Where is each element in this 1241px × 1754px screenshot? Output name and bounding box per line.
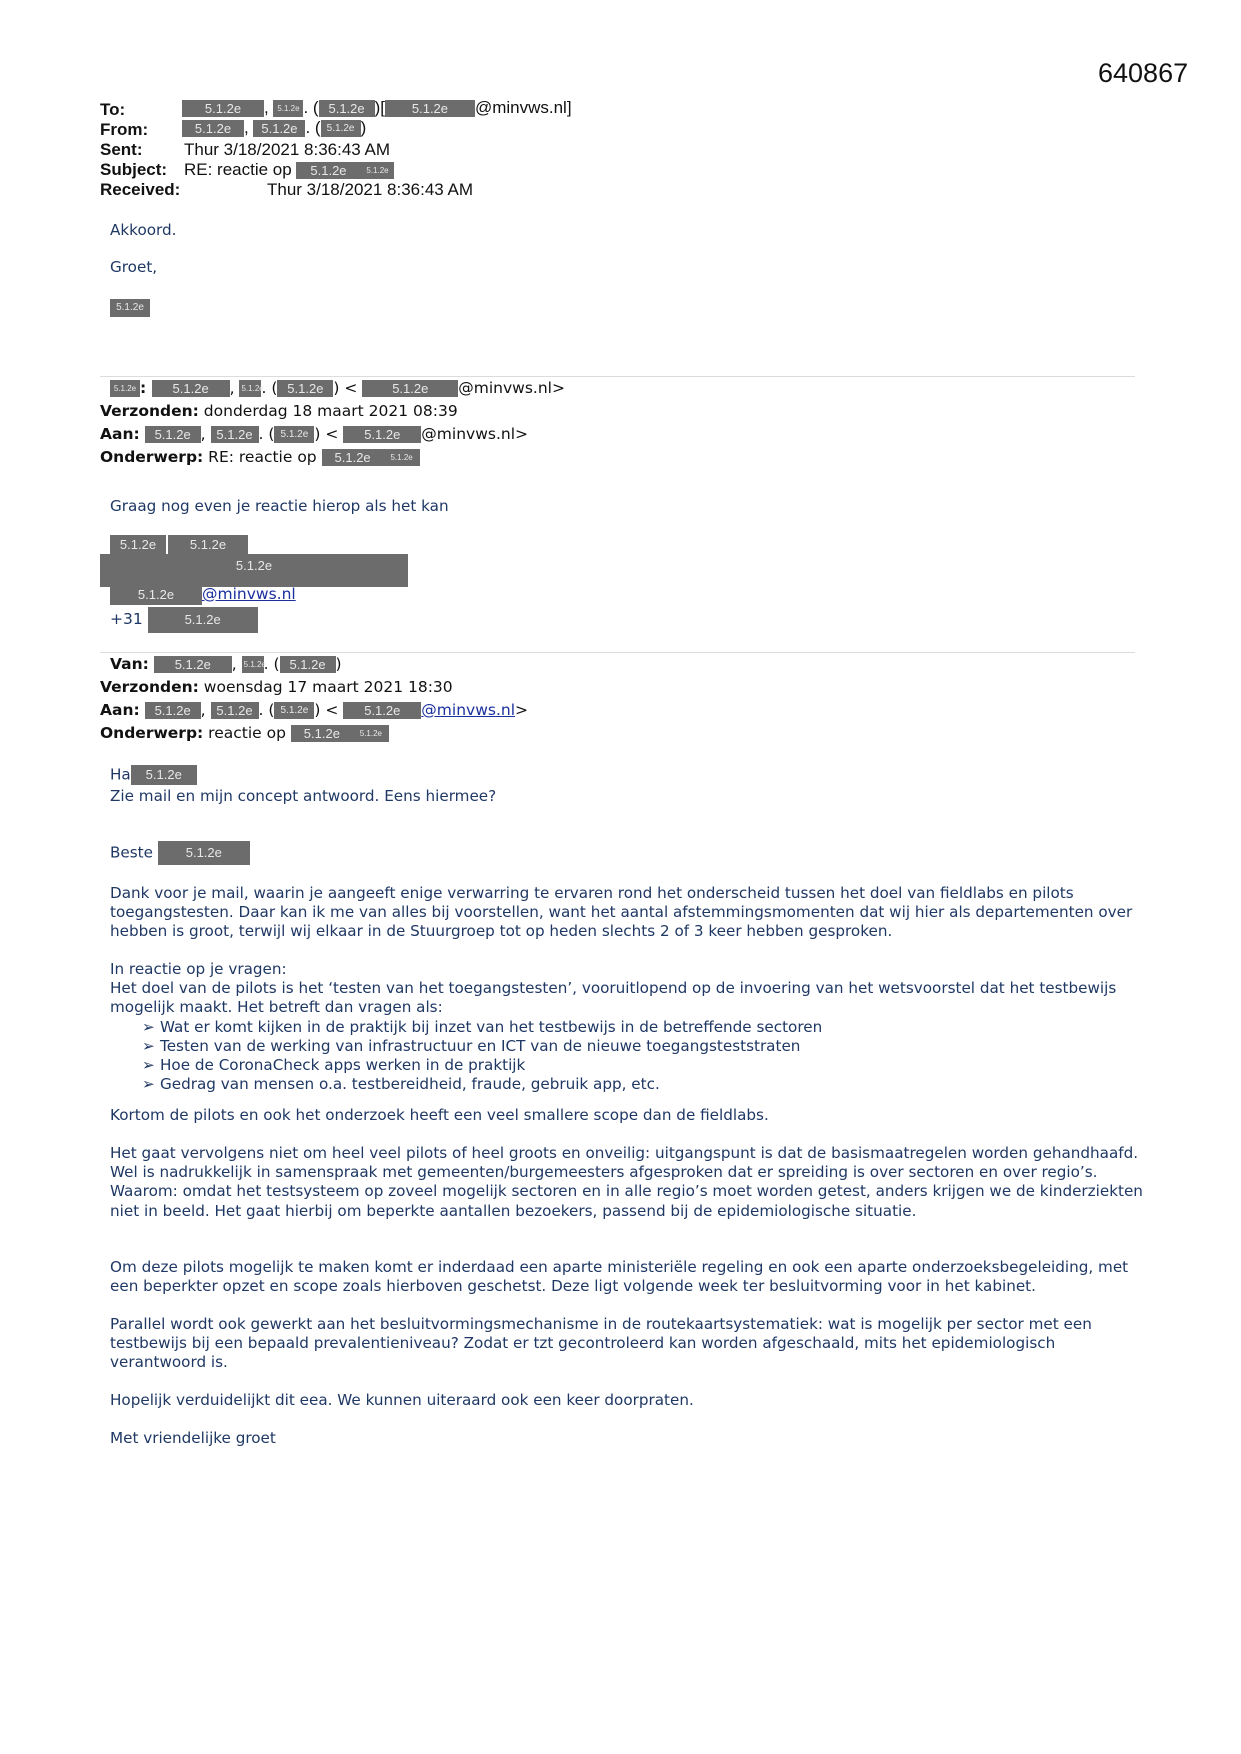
- redaction-block: 5.1.2e: [343, 702, 421, 719]
- question-list: [110, 1018, 1155, 1095]
- reply-line-1: Akkoord.: [110, 221, 177, 239]
- msg3-beste-row: [110, 841, 250, 865]
- msg2-subject-label: Onderwerp:: [100, 448, 204, 466]
- redaction-block: 5.1.2e: [353, 725, 389, 742]
- sig-phone-row: [110, 606, 258, 633]
- list-item: ➢ Testen van de werking van infrastructuur en ICT van de nieuwe toegangsteststraten: [142, 1036, 801, 1055]
- msg2-subject-prefix: RE: reactie op: [208, 448, 317, 466]
- redaction-block: 5.1.2e: [277, 380, 333, 397]
- redaction-block: 5.1.2e: [322, 449, 384, 466]
- msg3-sent-label: Verzonden:: [100, 678, 199, 696]
- subject-prefix: RE: reactie op: [184, 160, 292, 179]
- redaction-block: 5.1.2e: [182, 120, 244, 137]
- arrow-bullet-icon: ➢: [142, 1075, 155, 1094]
- reply-signature: [110, 297, 150, 317]
- msg3-to-row: Aan: 5.1.2e , 5.1.2e . ( 5.1.2e ) < 5.1.2e @minvws.nl>: [100, 701, 529, 719]
- redaction-block: 5.1.2e: [110, 585, 202, 605]
- redaction-block: 5.1.2e: [145, 702, 201, 719]
- msg3-sent-value: woensdag 17 maart 2021 18:30: [203, 678, 453, 696]
- msg3-to-end: >: [515, 701, 529, 719]
- redaction-block: 5.1.2e: [321, 120, 361, 137]
- arrow-bullet-icon: ➢: [142, 1036, 155, 1055]
- paragraph-5: Om deze pilots mogelijk te maken komt er inderdaad een aparte ministeriële regeling en ook een aparte onderzoeksbegeleiding, met een beperkter opzet en scope zoals hierboven geschetst. Deze ligt volgende week ter besluitvorming voor in het kabinet.: [110, 1258, 1129, 1296]
- msg2-sent-label: Verzonden:: [100, 402, 199, 420]
- header-received-row: [100, 180, 473, 200]
- redaction-block: 5.1.2e: [148, 607, 258, 633]
- redaction-block: 5.1.2e: [110, 299, 150, 317]
- redaction-block: 5.1.2e: [343, 426, 421, 443]
- sig-redaction: [110, 534, 166, 554]
- msg2-to-label: Aan:: [100, 425, 140, 443]
- sent-label: Sent:: [100, 140, 143, 159]
- redaction-block: 5.1.2e: [110, 380, 140, 397]
- to-label: To:: [100, 100, 126, 119]
- redaction-block: 5.1.2e: [360, 162, 394, 179]
- msg2-to-row: Aan: 5.1.2e , 5.1.2e . ( 5.1.2e ) < 5.1.2e @minvws.nl>: [100, 425, 528, 443]
- paragraph-4: Het gaat vervolgens niet om heel veel pilots of heel groots en onveilig: uitgangspunt is dat de basismaatregelen worden gehandhaafd. Wel is nadrukkelijk in samenspraak met gemeenten/burgemeesters afgesproken dat er spreiding is over sectoren en over regio’s. Waarom: omdat het testsysteem op zoveel mogelijk sectoren en in alle regio’s moet worden getest, anders krijgen we de kinderziekten niet in beeld. Het gaat hierbij om beperkte aantallen bezoekers, passend bij de epidemiologische situatie.: [110, 1144, 1143, 1220]
- redaction-block: 5.1.2e: [152, 380, 230, 397]
- redaction-block: 5.1.2e: [274, 702, 314, 719]
- paragraph-6: Parallel wordt ook gewerkt aan het besluitvormingsmechanisme in de routekaartsystematiek: wat is mogelijk per sector met een testbewijs bij een bepaald prevalentieniveau? Zodat er tzt gecontroleerd kan worden afgeschaald, mits het epidemiologisch verantwoord is.: [110, 1315, 1092, 1372]
- redaction-block: 5.1.2e: [145, 426, 201, 443]
- redaction-block: 5.1.2e: [362, 380, 458, 397]
- list-item: ➢ Hoe de CoronaCheck apps werken in de praktijk: [142, 1056, 526, 1075]
- paragraph-7: Hopelijk verduidelijkt dit eea. We kunnen uiteraard ook een keer doorpraten.: [110, 1391, 694, 1409]
- sig-phone-prefix: +31: [110, 610, 143, 628]
- msg3-greeting-row: [110, 765, 197, 785]
- redaction-block: 5.1.2e: [154, 656, 232, 673]
- redaction-block: 5.1.2e: [182, 100, 264, 117]
- received-value: Thur 3/18/2021 8:36:43 AM: [267, 180, 474, 199]
- redaction-block: 5.1.2e: [235, 558, 273, 573]
- redaction-block: 5.1.2e: [239, 380, 261, 397]
- redaction-block: 5.1.2e: [168, 535, 248, 555]
- msg3-from-row: Van: 5.1.2e , 5.1.2e. ( 5.1.2e ): [110, 655, 342, 673]
- msg3-to-email-link[interactable]: @minvws.nl: [421, 701, 516, 719]
- paragraph-1: Dank voor je mail, waarin je aangeeft enige verwarring te ervaren rond het onderscheid tussen het doel van fieldlabs en pilots toegangstesten. Daar kan ik me van alles bij voorstellen, want het aantal afstemmingsmomenten dat wij hier als departementen over hebben is groot, terwijl wij elkaar in de Stuurgroep tot op heden slechts 2 of 3 keer hebben gesproken.: [110, 884, 1133, 941]
- msg3-beste: Beste: [110, 843, 153, 862]
- redaction-block: 5.1.2e: [273, 100, 303, 117]
- sent-value: Thur 3/18/2021 8:36:43 AM: [184, 140, 391, 159]
- list-item: ➢ Gedrag van mensen o.a. testbereidheid, fraude, gebruik app, etc.: [142, 1075, 660, 1094]
- redaction-block: 5.1.2e: [384, 449, 420, 466]
- msg2-sent-value: donderdag 18 maart 2021 08:39: [203, 402, 458, 420]
- from-label: From:: [100, 120, 149, 139]
- msg2-subject-row: [100, 446, 420, 469]
- msg3-to-label: Aan:: [100, 701, 140, 719]
- redaction-block: 5.1.2e: [253, 120, 305, 137]
- msg2-sent-row: [100, 400, 458, 423]
- msg3-intro: Zie mail en mijn concept antwoord. Eens hiermee?: [110, 787, 497, 805]
- redaction-block: 5.1.2e: [158, 841, 250, 865]
- msg3-sent-row: [100, 676, 453, 699]
- msg3-from-label: Van:: [110, 655, 149, 673]
- redaction-block: 5.1.2e: [291, 725, 353, 742]
- list-item: ➢ Wat er komt kijken in de praktijk bij inzet van het testbewijs in de betreffende sectoren: [142, 1017, 823, 1036]
- subject-label: Subject:: [100, 160, 168, 179]
- paragraph-2: Het doel van de pilots is het ‘testen van het toegangstesten’, vooruitlopend op de invoering van het wetsvoorstel dat het testbewijs mogelijk maakt. Het betreft dan vragen als:: [110, 979, 1117, 1017]
- msg2-from-domain: @minvws.nl>: [458, 379, 565, 397]
- paragraph-2-block: [110, 960, 1155, 1094]
- header-from-value: 5.1.2e , 5.1.2e . ( 5.1.2e ): [182, 118, 366, 138]
- header-subject-row: [100, 160, 394, 180]
- sig-email-link[interactable]: @minvws.nl: [202, 585, 296, 603]
- redaction-block: 5.1.2e: [280, 656, 336, 673]
- arrow-bullet-icon: ➢: [142, 1017, 155, 1036]
- redaction-block: 5.1.2e: [274, 426, 314, 443]
- arrow-bullet-icon: ➢: [142, 1056, 155, 1075]
- redaction-block: 5.1.2e: [319, 100, 375, 117]
- redaction-block: 5.1.2e: [110, 535, 166, 555]
- redaction-block: 5.1.2e: [296, 162, 360, 179]
- closing: Met vriendelijke groet: [110, 1429, 276, 1447]
- header-sent-row: [100, 140, 390, 160]
- msg2-from-row: 5.1.2e : 5.1.2e , 5.1.2e. ( 5.1.2e ) < 5.1.2e @minvws.nl>: [110, 377, 565, 400]
- sig-email-row: [110, 583, 296, 605]
- header-from-row: [100, 120, 148, 140]
- paragraph-2-intro: In reactie op je vragen:: [110, 960, 287, 978]
- document-number: 640867: [1098, 58, 1189, 88]
- redaction-block: 5.1.2e: [211, 426, 259, 443]
- msg3-subject-label: Onderwerp:: [100, 724, 204, 742]
- msg3-subject-prefix: reactie op: [208, 724, 286, 742]
- redaction-block: 5.1.2e: [385, 100, 475, 117]
- to-domain: @minvws.nl]: [474, 98, 572, 117]
- sig-redaction: [168, 534, 248, 554]
- msg3-greeting: Ha: [110, 765, 131, 784]
- msg3-subject-row: [100, 722, 389, 745]
- reply-line-2: Groet,: [110, 258, 158, 276]
- received-label: Received:: [100, 180, 181, 199]
- paragraph-3: Kortom de pilots en ook het onderzoek heeft een veel smallere scope dan de fieldlabs.: [110, 1106, 769, 1124]
- redaction-block: 5.1.2e: [131, 765, 197, 785]
- header-to-value: 5.1.2e , 5.1.2e . ( 5.1.2e )[ 5.1.2e @minvws.nl]: [182, 98, 572, 118]
- header-to-row: [100, 100, 125, 120]
- msg2-body: Graag nog even je reactie hierop als het kan: [110, 497, 449, 515]
- redaction-block: 5.1.2e: [211, 702, 259, 719]
- msg2-to-domain: @minvws.nl>: [421, 425, 528, 443]
- redaction-block: 5.1.2e: [242, 656, 264, 673]
